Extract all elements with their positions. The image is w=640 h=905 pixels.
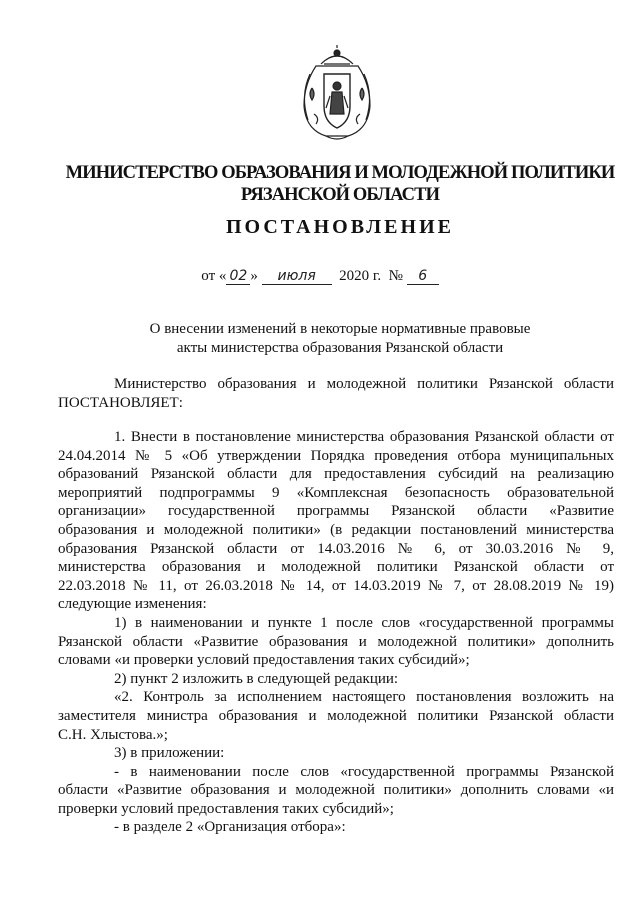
body-line: образования Рязанской области от 14.03.2016 № 6, от 30.03.2016 № 9, (58, 540, 614, 557)
body-line: мероприятий подпрограммы 9 «Комплексная безопасность образовательной (58, 484, 614, 501)
handwritten-day: 02 (226, 268, 250, 285)
preamble-line: ПОСТАНОВЛЯЕТ: (58, 394, 183, 411)
body-line: - в разделе 2 «Организация отбора»: (114, 819, 346, 836)
body-line: С.Н. Хлыстова.»; (58, 726, 168, 743)
handwritten-month: июля (262, 268, 332, 285)
body-line: - в наименовании после слов «государственной программы Рязанской (114, 763, 614, 780)
body-line: Рязанской области «Развитие образования и молодежной политики» дополнить (58, 633, 614, 650)
body-text (58, 428, 614, 837)
body-line: 24.04.2014 № 5 «Об утверждении Порядка проведения отбора муниципальных (58, 447, 614, 464)
date-prefix: от « (201, 268, 227, 284)
date-year: 2020 г. (339, 268, 382, 284)
preamble-line: Министерство образования и молодежной политики Рязанской области (114, 376, 614, 392)
ministry-name-line2: РЯЗАНСКОЙ ОБЛАСТИ (240, 185, 440, 205)
body-line: словами «и проверки условий предоставления таких субсидий»; (58, 652, 470, 669)
document-type-title: ПОСТАНОВЛЕНИЕ (226, 216, 454, 238)
subject-line2: акты министерства образования Рязанской области (176, 340, 504, 356)
body-line: следующие изменения: (58, 596, 207, 613)
body-line: проверки условий предоставления таких субсидий»; (58, 800, 394, 817)
body-line: области «Развитие образования и молодежной политики» дополнить словами «и (58, 782, 614, 799)
date-number-line (0, 268, 640, 285)
preamble (58, 375, 614, 412)
body-line: «2. Контроль за исполнением настоящего постановления возложить на (114, 689, 614, 706)
subject-line1: О внесении изменений в некоторые нормативные правовые (149, 321, 531, 337)
body-line: образований Рязанской области для предоставления субсидий на реализацию (58, 466, 614, 483)
body-line: министерства образования и молодежной политики Рязанской области от (58, 559, 614, 576)
coat-of-arms-emblem (296, 44, 378, 144)
body-line: 1. Внести в постановление министерства образования Рязанской области от (114, 429, 614, 445)
body-line: организации» государственной программы Рязанской области «Развитие (58, 503, 614, 520)
body-line: 3) в приложении: (114, 745, 225, 762)
date-quote-close: » (250, 268, 258, 284)
body-line: образования и молодежной политики» (в редакции постановлений министерства (58, 521, 614, 538)
body-line: 2) пункт 2 изложить в следующей редакции: (114, 670, 399, 687)
number-sign: № (388, 268, 403, 284)
body-line: 22.03.2018 № 11, от 26.03.2018 № 14, от 14.03.2019 № 7, от 28.08.2019 № 19) (58, 577, 614, 594)
body-line: заместителя министра образования и молодежной политики Рязанской области (58, 707, 614, 724)
ministry-name-line1: МИНИСТЕРСТВО ОБРАЗОВАНИЯ И МОЛОДЕЖНОЙ ПОЛИТИКИ (65, 163, 615, 183)
body-line: 1) в наименовании и пункте 1 после слов «государственной программы (114, 614, 614, 631)
handwritten-number: 6 (407, 268, 439, 285)
